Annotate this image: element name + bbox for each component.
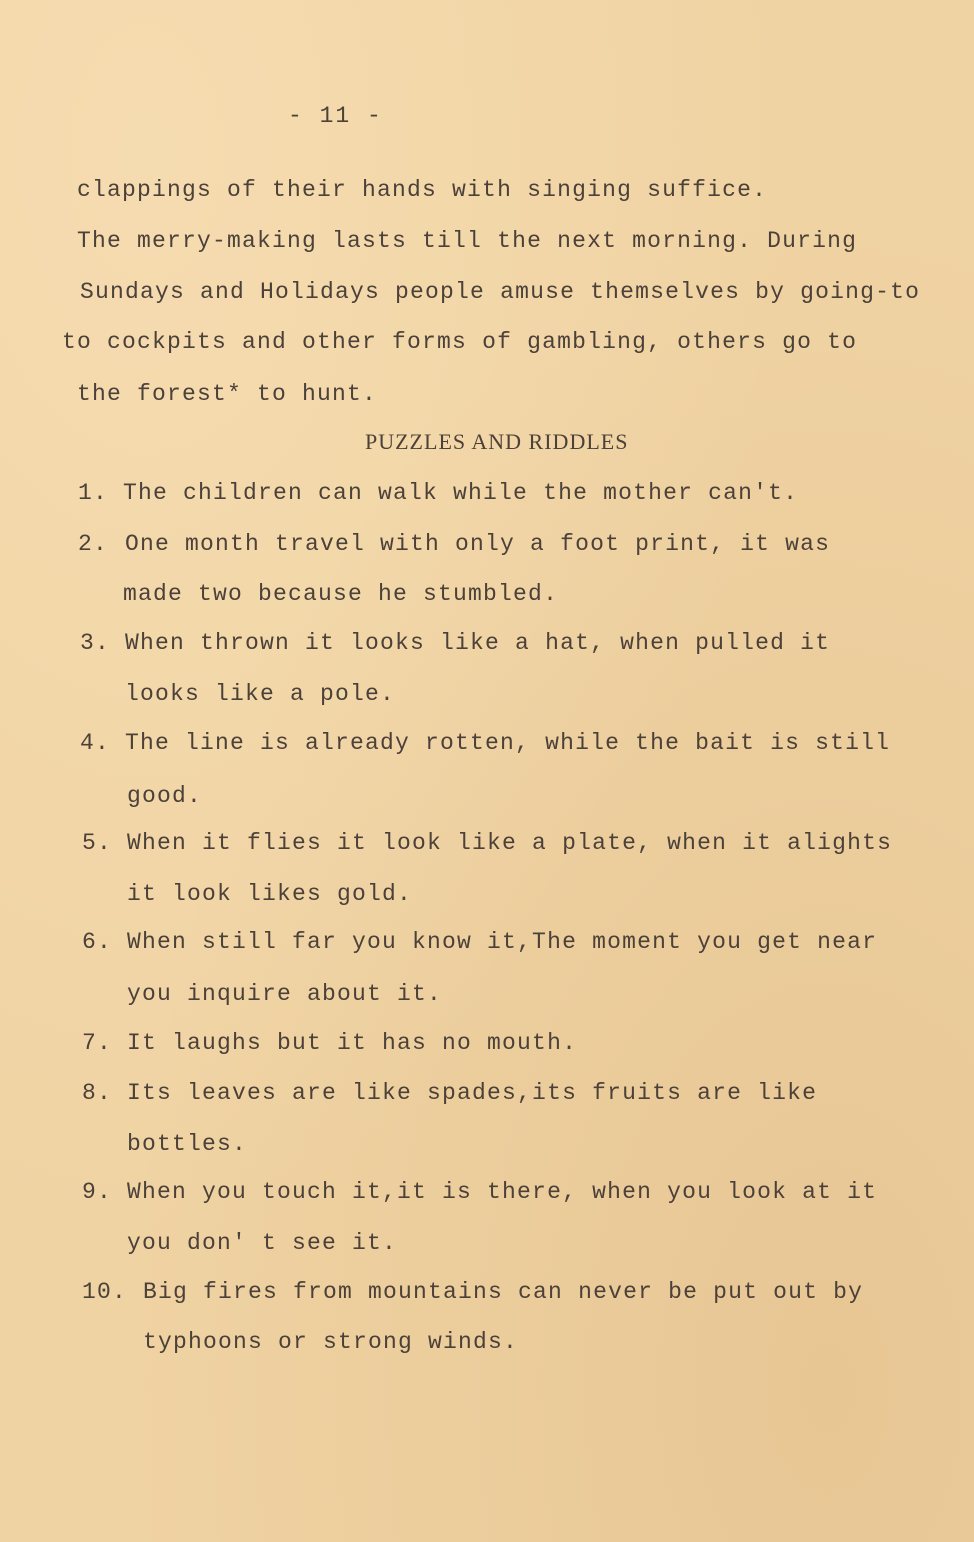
riddle-text: When you touch it,it is there, when you look at it: [127, 1179, 878, 1205]
page-number: - 11 -: [288, 103, 383, 129]
riddle-text: When thrown it looks like a hat, when pulled it: [125, 630, 831, 656]
riddle-number: 1.: [78, 480, 109, 506]
riddle-text: The children can walk while the mother can't.: [123, 480, 799, 506]
riddle-text: typhoons or strong winds.: [143, 1329, 519, 1355]
riddle-number: 2.: [78, 531, 109, 557]
riddle-number: 9.: [82, 1179, 113, 1205]
riddle-number: 5.: [82, 830, 113, 856]
paragraph-line: The merry-making lasts till the next morning. During: [77, 228, 858, 254]
riddle-text: looks like a pole.: [125, 681, 396, 707]
riddle-number: 6.: [82, 929, 113, 955]
riddle-text: good.: [127, 783, 203, 809]
riddle-text: The line is already rotten, while the bait is still: [125, 730, 891, 756]
paragraph-line: clappings of their hands with singing suffice.: [77, 177, 768, 203]
riddle-text: Big fires from mountains can never be put out by: [143, 1279, 864, 1305]
paragraph-line: to cockpits and other forms of gambling, others go to: [62, 329, 858, 355]
riddle-number: 3.: [80, 630, 111, 656]
riddle-number: 8.: [82, 1080, 113, 1106]
riddle-text: When still far you know it,The moment you get near: [127, 929, 878, 955]
riddle-text: One month travel with only a foot print, it was: [125, 531, 831, 557]
riddle-text: you inquire about it.: [127, 981, 443, 1007]
riddle-number: 4.: [80, 730, 111, 756]
section-heading: PUZZLES AND RIDDLES: [365, 429, 629, 454]
riddle-text: it look likes gold.: [127, 881, 413, 907]
riddle-text: It laughs but it has no mouth.: [127, 1030, 578, 1056]
riddle-text: bottles.: [127, 1131, 248, 1157]
paragraph-line: Sundays and Holidays people amuse themselves by going-to: [80, 279, 921, 305]
riddle-text: made two because he stumbled.: [123, 581, 559, 607]
riddle-number: 10.: [82, 1279, 128, 1305]
riddle-text: you don' t see it.: [127, 1230, 398, 1256]
riddle-text: When it flies it look like a plate, when it alights: [127, 830, 893, 856]
riddle-text: Its leaves are like spades,its fruits are like: [127, 1080, 818, 1106]
riddle-number: 7.: [82, 1030, 113, 1056]
paragraph-line: the forest* to hunt.: [77, 381, 378, 407]
